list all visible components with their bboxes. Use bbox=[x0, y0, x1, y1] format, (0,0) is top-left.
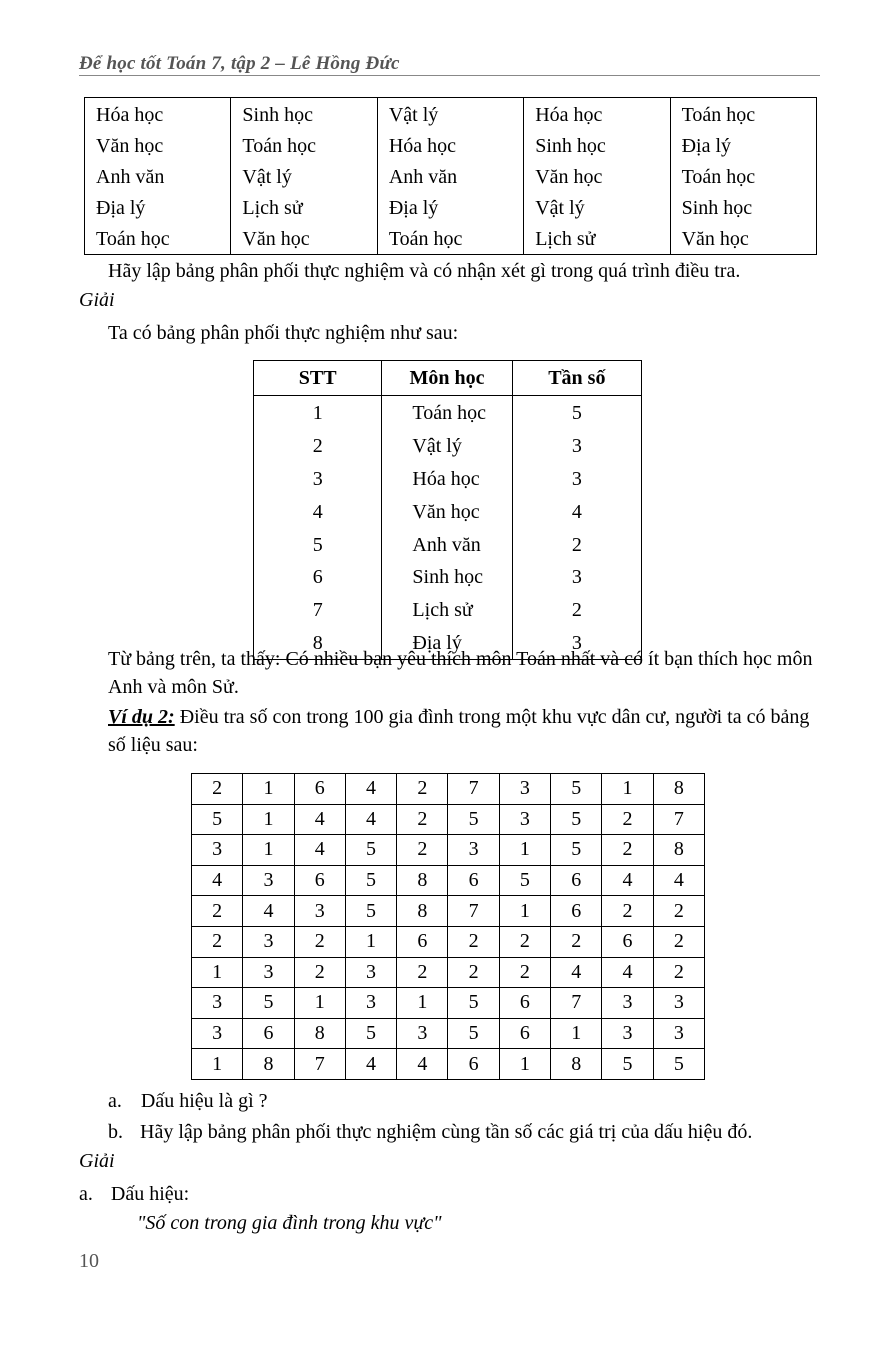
table-cell: 1 bbox=[602, 774, 653, 805]
table-cell: 8 bbox=[243, 1049, 294, 1080]
table-cell: 2 bbox=[448, 957, 499, 988]
subject-cell: Văn học bbox=[382, 495, 512, 528]
table-row bbox=[254, 561, 642, 594]
table-cell: Vật lý bbox=[377, 98, 523, 131]
table-cell: 5 bbox=[345, 1018, 396, 1049]
table-cell: Văn học bbox=[85, 131, 231, 162]
table-cell: 7 bbox=[294, 1049, 345, 1080]
table-row bbox=[192, 774, 705, 805]
table-row bbox=[192, 988, 705, 1019]
stt-cell: 7 bbox=[254, 594, 382, 627]
frequency-cell: 3 bbox=[512, 463, 641, 496]
table-cell: 2 bbox=[551, 926, 602, 957]
table-row bbox=[192, 835, 705, 866]
table-row bbox=[192, 865, 705, 896]
table-cell: 1 bbox=[499, 835, 550, 866]
table-cell: 2 bbox=[397, 957, 448, 988]
table-cell: Địa lý bbox=[85, 192, 231, 223]
frequency-cell: 3 bbox=[512, 430, 641, 463]
table-cell: 2 bbox=[602, 804, 653, 835]
table-cell: 1 bbox=[397, 988, 448, 1019]
table-cell: 4 bbox=[192, 865, 243, 896]
table-cell: 5 bbox=[345, 865, 396, 896]
table-cell: Hóa học bbox=[85, 98, 231, 131]
table-cell: Anh văn bbox=[85, 162, 231, 193]
table-row bbox=[85, 98, 817, 131]
question-a-text: Dấu hiệu là gì ? bbox=[140, 1090, 268, 1112]
frequency-cell: 2 bbox=[512, 528, 641, 561]
answer-a bbox=[79, 1180, 189, 1208]
subject-cell: Vật lý bbox=[382, 430, 512, 463]
table-cell: Vật lý bbox=[231, 162, 377, 193]
subject-survey-table bbox=[84, 97, 817, 255]
table-cell: 6 bbox=[551, 865, 602, 896]
example-2-text bbox=[108, 703, 820, 759]
frequency-cell: 5 bbox=[512, 396, 641, 430]
table-cell: 3 bbox=[192, 988, 243, 1019]
table-cell: 6 bbox=[397, 926, 448, 957]
table-cell: 2 bbox=[192, 896, 243, 927]
table-cell: 6 bbox=[243, 1018, 294, 1049]
answer-a-text: Dấu hiệu: bbox=[110, 1183, 190, 1205]
stt-cell: 8 bbox=[254, 627, 382, 660]
table-cell: 4 bbox=[294, 804, 345, 835]
table-cell: 3 bbox=[499, 774, 550, 805]
table-cell: 6 bbox=[294, 774, 345, 805]
sign-quote: "Số con trong gia đình trong khu vực" bbox=[137, 1212, 442, 1234]
table-cell: 2 bbox=[653, 957, 704, 988]
stt-cell: 1 bbox=[254, 396, 382, 430]
table-row bbox=[85, 162, 817, 193]
table-row bbox=[192, 1018, 705, 1049]
table-cell: 3 bbox=[602, 1018, 653, 1049]
question-b-label: b. bbox=[108, 1121, 123, 1143]
table-cell: Sinh học bbox=[670, 192, 816, 223]
table-row bbox=[254, 495, 642, 528]
table-cell: 4 bbox=[294, 835, 345, 866]
table-cell: 2 bbox=[294, 957, 345, 988]
table-cell: 8 bbox=[653, 774, 704, 805]
table-cell: 3 bbox=[653, 1018, 704, 1049]
stt-cell: 2 bbox=[254, 430, 382, 463]
table-cell: 2 bbox=[499, 957, 550, 988]
table-cell: 8 bbox=[294, 1018, 345, 1049]
table-cell: 2 bbox=[397, 774, 448, 805]
conclusion-text: Từ bảng trên, ta thấy: Có nhiều bạn yêu thích môn Toán nhất và có ít bạn thích học môn Anh và môn Sử. bbox=[108, 648, 813, 698]
stt-cell: 6 bbox=[254, 561, 382, 594]
table-row bbox=[192, 896, 705, 927]
table-cell: Toán học bbox=[85, 223, 231, 254]
table-cell: 7 bbox=[448, 896, 499, 927]
table-cell: 4 bbox=[653, 865, 704, 896]
table-cell: 3 bbox=[448, 835, 499, 866]
table-cell: 2 bbox=[602, 835, 653, 866]
table-cell: 3 bbox=[294, 896, 345, 927]
subject-cell: Anh văn bbox=[382, 528, 512, 561]
table-cell: 5 bbox=[243, 988, 294, 1019]
table-cell: 2 bbox=[602, 896, 653, 927]
table-cell: 3 bbox=[653, 988, 704, 1019]
table-cell: 8 bbox=[397, 896, 448, 927]
example-2-body: Điều tra số con trong 100 gia đình trong một khu vực dân cư, người ta có bảng số liệu sau: bbox=[108, 706, 810, 756]
table-row bbox=[85, 131, 817, 162]
table-cell: 1 bbox=[499, 896, 550, 927]
table-cell: 6 bbox=[602, 926, 653, 957]
table-cell: 7 bbox=[551, 988, 602, 1019]
running-header: Để học tốt Toán 7, tập 2 – Lê Hồng Đức bbox=[79, 53, 400, 74]
question-b-text: Hãy lập bảng phân phối thực nghiệm cùng tần số các giá trị của dấu hiệu đó. bbox=[140, 1121, 753, 1143]
table-row bbox=[254, 463, 642, 496]
table-cell: 3 bbox=[499, 804, 550, 835]
table-cell: Sinh học bbox=[524, 131, 670, 162]
table-cell: 3 bbox=[345, 957, 396, 988]
task-text: Hãy lập bảng phân phối thực nghiệm và có nhận xét gì trong quá trình điều tra. bbox=[108, 260, 741, 282]
solution-heading-2: Giải bbox=[79, 1150, 115, 1172]
table-cell: 4 bbox=[397, 1049, 448, 1080]
example-2-label: Ví dụ 2: bbox=[108, 706, 175, 728]
frequency-cell: 3 bbox=[512, 627, 641, 660]
stt-cell: 3 bbox=[254, 463, 382, 496]
table-cell: 5 bbox=[345, 835, 396, 866]
table-row bbox=[192, 926, 705, 957]
table-cell: Văn học bbox=[524, 162, 670, 193]
table-row bbox=[254, 528, 642, 561]
table-cell: 1 bbox=[243, 774, 294, 805]
table-cell: 5 bbox=[602, 1049, 653, 1080]
table-cell: 6 bbox=[294, 865, 345, 896]
table-cell: Văn học bbox=[231, 223, 377, 254]
table-cell: 1 bbox=[192, 1049, 243, 1080]
table-cell: 3 bbox=[345, 988, 396, 1019]
table-cell: 1 bbox=[243, 835, 294, 866]
table-cell: 3 bbox=[192, 835, 243, 866]
table-cell: 3 bbox=[243, 865, 294, 896]
table-cell: 4 bbox=[345, 774, 396, 805]
header-stt: STT bbox=[254, 361, 382, 396]
table-row bbox=[192, 804, 705, 835]
table-row bbox=[254, 396, 642, 430]
table-cell: Vật lý bbox=[524, 192, 670, 223]
table-cell: 6 bbox=[499, 1018, 550, 1049]
table-cell: 8 bbox=[397, 865, 448, 896]
table-cell: 1 bbox=[192, 957, 243, 988]
table-cell: Sinh học bbox=[231, 98, 377, 131]
table-cell: 1 bbox=[499, 1049, 550, 1080]
table-row bbox=[254, 594, 642, 627]
table-cell: Địa lý bbox=[670, 131, 816, 162]
table-cell: 4 bbox=[551, 957, 602, 988]
table-cell: 2 bbox=[653, 926, 704, 957]
table-cell: 5 bbox=[448, 804, 499, 835]
solution-heading: Giải bbox=[79, 289, 115, 311]
header-subject: Môn học bbox=[382, 361, 512, 396]
table-row bbox=[85, 223, 817, 254]
table-cell: 5 bbox=[551, 774, 602, 805]
table-cell: 5 bbox=[551, 835, 602, 866]
subject-cell: Sinh học bbox=[382, 561, 512, 594]
table-cell: 2 bbox=[397, 804, 448, 835]
header-rule bbox=[79, 75, 820, 76]
table-cell: 6 bbox=[448, 1049, 499, 1080]
answer-a-label: a. bbox=[79, 1183, 93, 1205]
table-row bbox=[85, 192, 817, 223]
table-cell: Toán học bbox=[231, 131, 377, 162]
table-cell: 1 bbox=[243, 804, 294, 835]
table-cell: Toán học bbox=[377, 223, 523, 254]
table-row bbox=[192, 957, 705, 988]
table-cell: 5 bbox=[551, 804, 602, 835]
table-row bbox=[254, 430, 642, 463]
stt-cell: 5 bbox=[254, 528, 382, 561]
table-cell: 2 bbox=[192, 774, 243, 805]
table-cell: 3 bbox=[397, 1018, 448, 1049]
table-cell: 4 bbox=[602, 957, 653, 988]
table-cell: Anh văn bbox=[377, 162, 523, 193]
subject-cell: Toán học bbox=[382, 396, 512, 430]
table-cell: 4 bbox=[345, 804, 396, 835]
table-cell: 5 bbox=[499, 865, 550, 896]
page-number: 10 bbox=[79, 1250, 99, 1272]
frequency-cell: 4 bbox=[512, 495, 641, 528]
table-cell: 3 bbox=[243, 957, 294, 988]
table-cell: 1 bbox=[345, 926, 396, 957]
table-cell: 2 bbox=[448, 926, 499, 957]
question-a-label: a. bbox=[108, 1090, 122, 1112]
question-a bbox=[108, 1087, 268, 1115]
table-cell: Toán học bbox=[670, 162, 816, 193]
table-cell: 4 bbox=[243, 896, 294, 927]
table-cell: 2 bbox=[653, 896, 704, 927]
table-cell: 5 bbox=[345, 896, 396, 927]
table-cell: 4 bbox=[602, 865, 653, 896]
table-cell: 4 bbox=[345, 1049, 396, 1080]
table-cell: 3 bbox=[602, 988, 653, 1019]
frequency-table bbox=[253, 360, 642, 660]
table-cell: 6 bbox=[499, 988, 550, 1019]
table-cell: 5 bbox=[448, 988, 499, 1019]
table-cell: 5 bbox=[448, 1018, 499, 1049]
table-cell: Văn học bbox=[670, 223, 816, 254]
table-intro-text: Ta có bảng phân phối thực nghiệm như sau: bbox=[108, 322, 459, 344]
table-cell: 6 bbox=[551, 896, 602, 927]
table-cell: Lịch sử bbox=[231, 192, 377, 223]
table-row bbox=[192, 1049, 705, 1080]
table-cell: 3 bbox=[192, 1018, 243, 1049]
table-cell: 7 bbox=[448, 774, 499, 805]
subject-cell: Hóa học bbox=[382, 463, 512, 496]
frequency-cell: 2 bbox=[512, 594, 641, 627]
header-frequency: Tần số bbox=[512, 361, 641, 396]
table-cell: 2 bbox=[294, 926, 345, 957]
table-cell: 5 bbox=[653, 1049, 704, 1080]
table-cell: Hóa học bbox=[524, 98, 670, 131]
table-cell: 2 bbox=[499, 926, 550, 957]
table-cell: 5 bbox=[192, 804, 243, 835]
table-cell: 2 bbox=[397, 835, 448, 866]
number-of-children-table bbox=[191, 773, 705, 1080]
question-b bbox=[108, 1118, 820, 1146]
table-cell: 8 bbox=[551, 1049, 602, 1080]
table-cell: 1 bbox=[294, 988, 345, 1019]
table-cell: Lịch sử bbox=[524, 223, 670, 254]
table-cell: Địa lý bbox=[377, 192, 523, 223]
table-cell: 3 bbox=[243, 926, 294, 957]
table-cell: 2 bbox=[192, 926, 243, 957]
table-cell: 8 bbox=[653, 835, 704, 866]
subject-cell: Địa lý bbox=[382, 627, 512, 660]
table-cell: 1 bbox=[551, 1018, 602, 1049]
table-cell: Hóa học bbox=[377, 131, 523, 162]
frequency-cell: 3 bbox=[512, 561, 641, 594]
table-cell: 6 bbox=[448, 865, 499, 896]
table-cell: Toán học bbox=[670, 98, 816, 131]
stt-cell: 4 bbox=[254, 495, 382, 528]
subject-cell: Lịch sử bbox=[382, 594, 512, 627]
table-cell: 7 bbox=[653, 804, 704, 835]
